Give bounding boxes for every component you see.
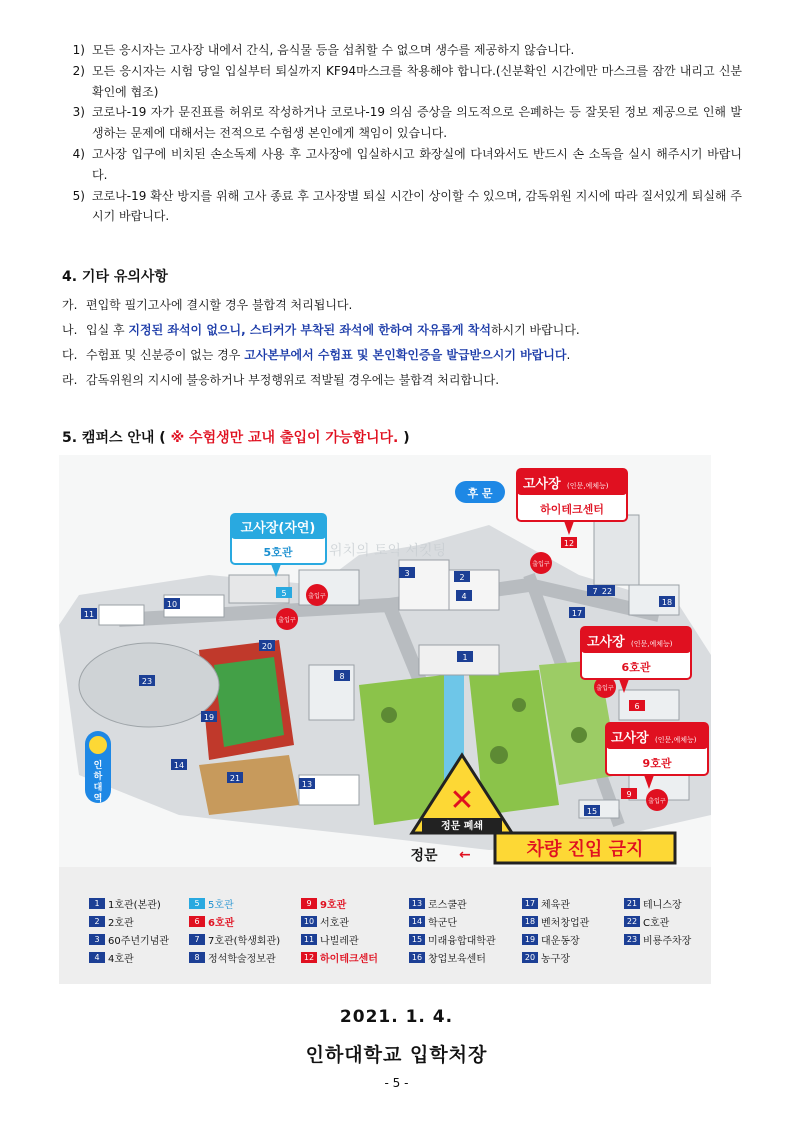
note-item: 나. 입실 후 지정된 좌석이 없으니, 스티커가 부착된 좌석에 한하여 자유롭게 착석하시기 바랍니다. [62,323,580,337]
callout-subtitle: (인문,예체능) [631,640,673,648]
svg-text:18: 18 [661,598,673,607]
map-legend [59,867,711,984]
legend-item: 6 6호관 [189,914,234,929]
svg-text:20: 20 [261,642,273,651]
callout-title: 고사장 [611,731,649,746]
legend-item: 8 정석학술정보관 [189,950,276,965]
svg-text:13: 13 [301,780,313,789]
legend-item: 20 농구장 [522,950,570,965]
page-number: - 5 - [384,1076,409,1090]
svg-text:10: 10 [166,600,178,609]
no-vehicle-label: 차량 진입 금지 [526,839,644,860]
callout-subtitle: (인문,예체능) [567,482,609,490]
station-marker [85,731,111,804]
svg-text:4: 4 [461,592,467,601]
building [594,515,639,585]
legend-item: 3 60주년기념관 [89,932,169,947]
entrance-label: 출입구 [532,561,550,568]
svg-text:3: 3 [404,569,410,578]
subway-icon [89,736,107,754]
tree [571,727,587,743]
arrow-left-icon: ← [459,847,471,863]
entrance-label: 출입구 [596,685,614,692]
document-date: 2021. 1. 4. [339,1007,454,1027]
svg-text:15: 15 [586,807,598,816]
note-item: 라. 감독위원의 지시에 불응하거나 부정행위로 적발될 경우에는 불합격 처리합니다. [62,373,500,387]
svg-text:19: 19 [203,713,215,722]
rule-item: 1) 모든 응시자는 고사장 내에서 간식, 음식물 등을 섭취할 수 없으며 생수를 제공하지 않습니다. [72,43,575,57]
legend-item: 23 비룡주차장 [624,932,691,947]
tree [490,746,508,764]
legend-item: 18 벤처창업관 [522,914,589,929]
campus-map-illustration [59,455,711,867]
svg-text:21: 21 [229,774,241,783]
legend-item: 1 1호관(본관) [89,896,161,911]
building [619,690,679,720]
svg-text:2: 2 [459,573,465,582]
rule-item: 4) 고사장 입구에 비치된 손소독제 사용 후 고사장에 입실하시고 화장실에 다녀와서도 반드시 손 소독을 실시 해주시기 바랍니다. [72,146,742,182]
section-5-title: 5. 캠퍼스 안내 ( ※ 수험생만 교내 출입이 가능합니다. ) [62,430,410,446]
legend-item: 17 체육관 [522,896,570,911]
entrance-label: 출입구 [278,617,296,624]
svg-text:9: 9 [626,790,632,799]
legend-item: 19 대운동장 [522,932,580,947]
legend-item: 11 나빌레관 [301,932,359,947]
legend-item: 7 7호관(학생회관) [189,932,280,947]
legend-item: 22 C호관 [624,914,669,929]
callout-title: 고사장(자연) [240,521,316,536]
no-vehicle-banner [495,833,675,863]
legend-item: 21 테니스장 [624,896,682,911]
legend-item: 9 9호관 [301,896,346,911]
tree [381,707,397,723]
notes-list [62,293,742,393]
section-4-title: 4. 기타 유의사항 [62,269,168,285]
rule-item: 3) 코로나-19 자가 문진표를 허위로 작성하거나 코로나-19 의심 증상을 의도적으로 은폐하는 등 잘못된 정보 제공으로 인해 발생하는 문제에 대해서는 전적으로 수험생 본인에게 책임이 있습니다. [72,105,742,141]
callout-title: 고사장 [523,477,561,492]
watermark: 위치의 토익 서킷팅 [329,543,447,559]
station-label: 인 하 대 역 [93,761,103,804]
callout-building: 9호관 [642,757,672,770]
tennis-courts [199,755,299,815]
entrance-label: 출입구 [648,798,666,805]
closed-x-icon: ✕ [449,783,475,818]
callout-building: 하이테크센터 [540,503,604,516]
svg-text:5: 5 [281,589,287,598]
rule-item: 2) 모든 응시자는 시험 당일 입실부터 퇴실까지 KF94마스크를 착용해야 합니다.(신분확인 시간에만 마스크를 잠깐 내리고 신분확인에 협조) [72,63,742,99]
legend-item: 16 창업보육센터 [409,950,486,965]
document-signature: 인하대학교 입학처장 [305,1044,488,1066]
svg-text:14: 14 [173,761,185,770]
svg-text:23: 23 [141,677,153,686]
callout-natural [231,514,326,577]
legend-item: 10 서호관 [301,914,349,929]
note-item: 가. 편입학 필기고사에 결시할 경우 불합격 처리됩니다. [62,298,353,312]
svg-text:22: 22 [601,587,613,596]
legend-item: 14 학군단 [409,914,457,929]
tree [512,698,526,712]
svg-text:6: 6 [634,702,640,711]
entrance-label: 출입구 [308,593,326,600]
back-gate-label: 후 문 [467,487,493,500]
note-item: 다. 수험표 및 신분증이 없는 경우 고사본부에서 수험표 및 본인확인증을 발급받으시기 바랍니다. [62,348,571,362]
main-gate-label: 정문 [410,848,438,864]
svg-text:1: 1 [462,653,468,662]
callout-title: 고사장 [587,635,625,650]
legend-item: 4 4호관 [89,950,134,965]
main-gate-closed-label: 정문 폐쇄 [440,821,484,832]
building [99,605,144,625]
svg-text:11: 11 [83,610,95,619]
callout-subtitle: (인문,예체능) [655,736,697,744]
svg-text:8: 8 [339,672,345,681]
legend-item: 13 로스쿨관 [409,896,467,911]
callout-building: 6호관 [621,661,651,674]
rules-list [62,40,742,227]
svg-text:7: 7 [592,587,598,596]
legend-item: 2 2호관 [89,914,134,929]
svg-text:17: 17 [571,609,583,618]
rule-item: 5) 코로나-19 확산 방지를 위해 고사 종료 후 고사장별 퇴실 시간이 상이할 수 있으며, 감독위원 지시에 따라 질서있게 퇴실해 주시기 바랍니다. [72,188,742,224]
svg-text:12: 12 [563,539,575,548]
legend-item: 15 미래융합대학관 [409,932,496,947]
campus-map [59,455,711,867]
legend-item: 12 하이테크센터 [301,950,378,965]
legend-item: 5 5호관 [189,896,234,911]
stadium-field [214,657,284,747]
callout-building: 5호관 [263,546,293,559]
